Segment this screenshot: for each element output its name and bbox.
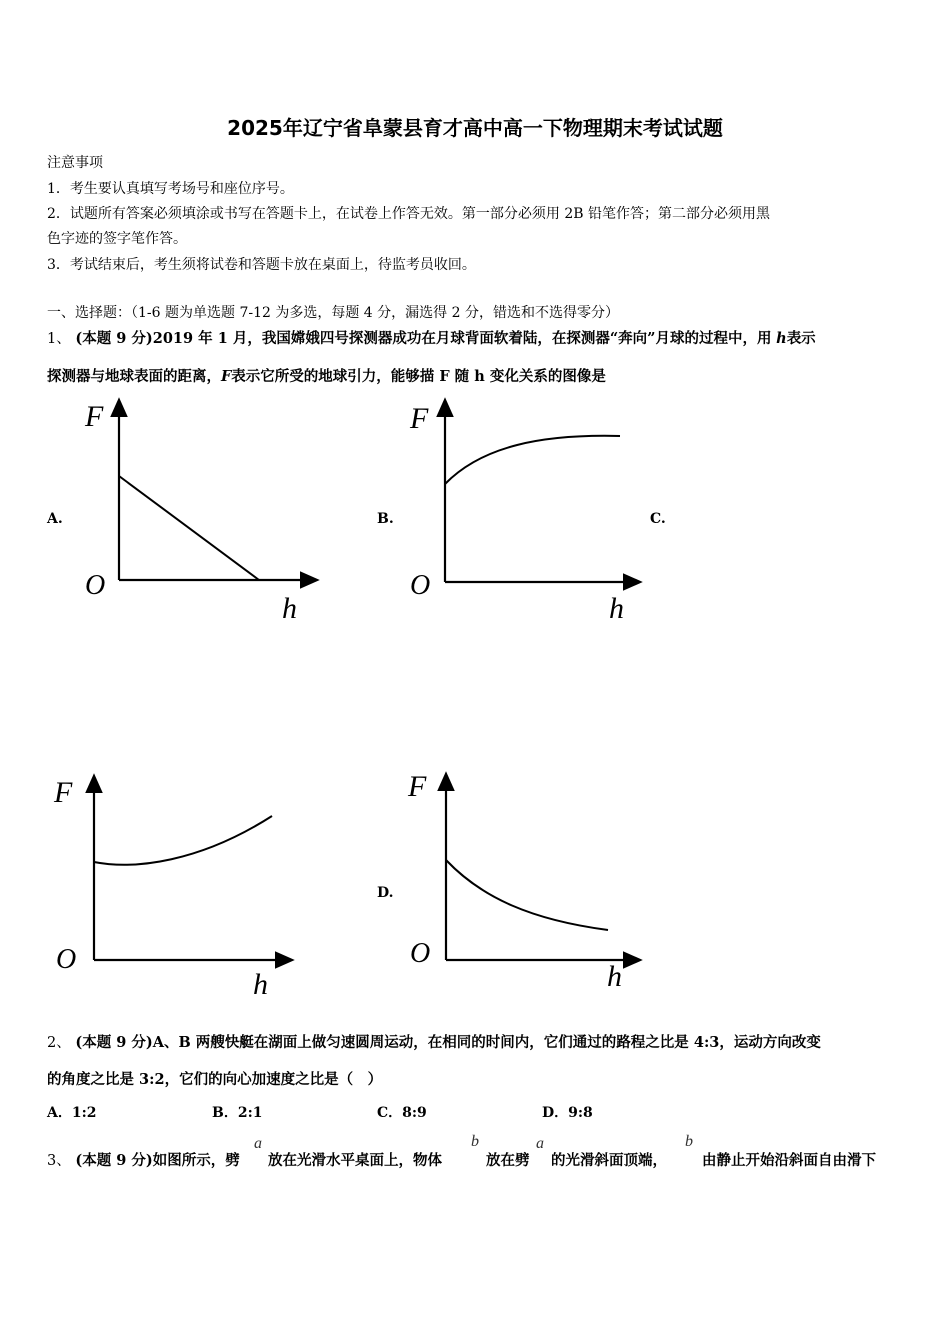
question-2-text-2: 的角度之比是 3:2，它们的向心加速度之比是（ ）	[47, 1071, 383, 1088]
x-axis-label: h	[253, 968, 268, 1001]
graph-d	[402, 768, 642, 998]
question-2-line-2	[47, 1068, 382, 1089]
x-axis-label: h	[282, 592, 297, 625]
question-3-text-3-span: 放在劈	[486, 1152, 530, 1169]
option-c-label: C.	[650, 511, 666, 527]
variable-b: b	[471, 1133, 479, 1150]
x-axis-label: h	[609, 592, 624, 625]
graph-c	[50, 772, 290, 1002]
option-d-label: D.	[377, 885, 394, 901]
question-score: (本题 9 分)	[75, 1034, 153, 1051]
note-item-2: 2．试题所有答案必须填涂或书写在答题卡上，在试卷上作答无效。第一部分必须用 2B 铅笔作答；第二部分必须用黑	[47, 206, 770, 222]
variable-h: h	[776, 330, 787, 347]
y-axis-label: F	[85, 400, 104, 433]
question-1-text-2-end: 表示它所受的地球引力，能够描 F 随 h 变化关系的图像是	[231, 368, 606, 385]
question-3-text-2-span: 放在光滑水平桌面上，物体	[268, 1152, 442, 1169]
curve-line	[119, 476, 259, 580]
option-a-label: A.	[47, 511, 63, 527]
choice-b: B．2:1	[212, 1105, 263, 1121]
question-3-text-3	[486, 1149, 530, 1170]
note-item-1: 1．考生要认真填写考场号和座位序号。	[47, 181, 294, 197]
question-1-text-2: 探测器与地球表面的距离，	[47, 368, 221, 385]
graph-a	[75, 398, 315, 628]
question-1-line-1	[47, 327, 816, 348]
curve-line	[446, 860, 608, 930]
curve-line	[445, 436, 620, 484]
choice-d: D．9:8	[542, 1105, 593, 1121]
section-heading: 一、选择题：（1-6 题为单选题 7-12 为多选，每题 4 分，漏选得 2 分，错选和不选得零分）	[47, 305, 619, 321]
page-title: 2025年辽宁省阜蒙县育才高中高一下物理期末考试试题	[227, 116, 723, 140]
origin-label: O	[85, 570, 106, 601]
question-1-text-end: 表示	[786, 330, 816, 347]
origin-label: O	[410, 570, 431, 601]
x-axis-label: h	[607, 960, 622, 993]
question-1-line-2	[47, 365, 606, 386]
variable-b-2: b	[685, 1133, 693, 1150]
y-axis-label: F	[410, 402, 429, 435]
question-number: 3、	[47, 1153, 71, 1169]
variable-a-2: a	[536, 1135, 544, 1152]
notes-heading: 注意事项	[47, 155, 103, 171]
question-3-text-1: 如图所示，劈	[152, 1152, 240, 1169]
question-2-line-1	[47, 1031, 821, 1052]
question-3-text-4-span: 的光滑斜面顶端，	[551, 1152, 667, 1169]
note-item-2-cont: 色字迹的签字笔作答。	[47, 231, 187, 247]
choice-a: A．1:2	[47, 1105, 97, 1121]
curve-line	[94, 816, 272, 865]
question-1-text: 2019 年 1 月，我国嫦娥四号探测器成功在月球背面软着陆，在探测器“奔向”月球的过程中，用	[152, 330, 772, 347]
graph-b	[402, 398, 642, 628]
question-3-text-5-span: 由静止开始沿斜面自由滑下	[702, 1152, 876, 1169]
y-axis-label: F	[54, 776, 73, 809]
question-3-text-4	[551, 1149, 667, 1170]
question-score: (本题 9 分)	[75, 330, 153, 347]
question-3-text-2	[268, 1149, 442, 1170]
y-axis-label: F	[408, 770, 427, 803]
question-number: 1、	[47, 331, 71, 347]
note-item-3: 3．考试结束后，考生须将试卷和答题卡放在桌面上，待监考员收回。	[47, 257, 476, 273]
question-number: 2、	[47, 1035, 71, 1051]
choice-c: C．8:9	[377, 1105, 427, 1121]
origin-label: O	[56, 944, 77, 975]
origin-label: O	[410, 938, 431, 969]
question-score: (本题 9 分)	[75, 1152, 153, 1169]
variable-a: a	[254, 1135, 262, 1152]
question-3-line-1	[47, 1149, 240, 1170]
variable-F: F	[221, 368, 232, 385]
option-b-label: B.	[377, 511, 394, 527]
question-2-text: A、B 两艘快艇在湖面上做匀速圆周运动，在相同的时间内，它们通过的路程之比是 4:3，运动方向改变	[152, 1034, 821, 1051]
question-3-text-5	[702, 1149, 876, 1170]
